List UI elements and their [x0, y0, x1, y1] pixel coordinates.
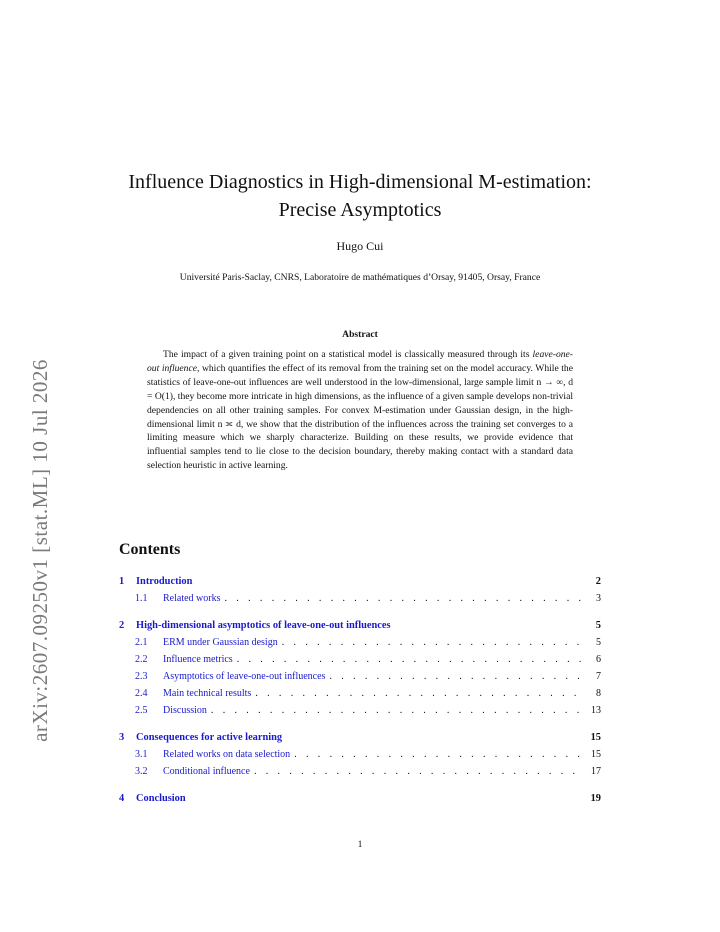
- toc-subsection-number[interactable]: 2.1: [135, 637, 148, 648]
- toc-subsection-number[interactable]: 2.3: [135, 671, 148, 682]
- toc-section-number[interactable]: 2: [119, 620, 125, 631]
- toc-leader-dots: [233, 654, 581, 665]
- toc-leader-dots: [278, 637, 581, 648]
- table-of-contents: [119, 573, 601, 807]
- toc-section-4[interactable]: [119, 790, 601, 807]
- toc-subsection-1-1[interactable]: [119, 590, 601, 607]
- page-number: 1: [357, 839, 363, 850]
- toc-subsection-2-1[interactable]: [119, 634, 601, 651]
- title-line-2: Precise Asymptotics: [278, 199, 442, 221]
- toc-section-number[interactable]: 1: [119, 576, 125, 587]
- abstract-text-part-1: The impact of a given training point on a statistical model is classically measured through its: [163, 349, 533, 360]
- arxiv-sidebar: [20, 340, 60, 760]
- abstract-emphasis: leave-one-out influence: [147, 349, 573, 374]
- toc-leader-dots: [290, 749, 581, 760]
- toc-subsection-title[interactable]: Influence metrics: [163, 654, 233, 665]
- toc-section-number[interactable]: 3: [119, 732, 125, 743]
- toc-section-title[interactable]: Introduction: [136, 576, 193, 587]
- toc-subsection-page: 5: [596, 637, 601, 648]
- toc-spacer: [119, 719, 601, 729]
- toc-leader-dots: [250, 766, 581, 777]
- toc-subsection-number[interactable]: 2.4: [135, 688, 148, 699]
- author-name: Hugo Cui: [336, 239, 384, 253]
- toc-section-page[interactable]: 15: [590, 732, 601, 743]
- toc-section-title[interactable]: Consequences for active learning: [136, 732, 283, 743]
- toc-subsection-number[interactable]: 1.1: [135, 593, 148, 604]
- toc-section-3[interactable]: [119, 729, 601, 746]
- toc-subsection-2-4[interactable]: [119, 685, 601, 702]
- title-line-1: Influence Diagnostics in High-dimensional M-estimation:: [128, 171, 592, 193]
- abstract-heading: Abstract: [342, 329, 378, 340]
- toc-subsection-2-5[interactable]: [119, 702, 601, 719]
- contents-heading: Contents: [119, 541, 181, 558]
- toc-subsection-page: 13: [591, 705, 601, 716]
- arxiv-identifier: arXiv:2607.09250v1 [stat.ML] 10 Jul 2026: [27, 358, 52, 742]
- toc-subsection-page: 8: [596, 688, 601, 699]
- toc-section-page[interactable]: 19: [590, 793, 601, 804]
- toc-section-title[interactable]: Conclusion: [136, 793, 186, 804]
- abstract-text-part-2: , which quantifies the effect of its removal from the training set on the model accuracy. While the statistics of leave-one-out influences are well understood in the low-dimensional, large sample limit n → ∞, d = O(1), they become more intricate in high dimensions, as the influence of a given sample develops non-trivial dependencies on all other training samples. For convex M-estimation under Gaussian design, in the high-dimensional limit n ≍ d, we show that the distribution of the influences across the training set converges to a limiting measure which we sharply characterize. Building on these results, we provide evidence that influential samples tend to lie close to the decision boundary, thereby making contact with a standard data selection heuristic in active learning.: [147, 362, 573, 472]
- toc-subsection-number[interactable]: 2.2: [135, 654, 148, 665]
- toc-subsection-page: 7: [596, 671, 601, 682]
- toc-leader-dots: [251, 688, 581, 699]
- toc-subsection-page: 3: [596, 593, 601, 604]
- abstract-body: [147, 348, 573, 473]
- author-affiliation: Université Paris-Saclay, CNRS, Laboratoire de mathématiques d’Orsay, 91405, Orsay, France: [179, 272, 541, 283]
- toc-subsection-page: 15: [591, 749, 601, 760]
- toc-leader-dots: [207, 705, 581, 716]
- toc-subsection-number[interactable]: 2.5: [135, 705, 148, 716]
- toc-section-2[interactable]: [119, 617, 601, 634]
- toc-leader-dots: [325, 671, 581, 682]
- toc-section-number[interactable]: 4: [119, 793, 125, 804]
- toc-leader-dots: [221, 593, 582, 604]
- toc-section-1[interactable]: [119, 573, 601, 590]
- toc-subsection-page: 6: [596, 654, 601, 665]
- toc-spacer: [119, 780, 601, 790]
- toc-subsection-number[interactable]: 3.1: [135, 749, 148, 760]
- toc-subsection-title[interactable]: Related works on data selection: [163, 749, 291, 760]
- toc-subsection-title[interactable]: Asymptotics of leave-one-out influences: [163, 671, 326, 682]
- toc-subsection-page: 17: [591, 766, 601, 777]
- toc-section-title[interactable]: High-dimensional asymptotics of leave-one-out influences: [136, 620, 391, 631]
- toc-subsection-title[interactable]: Discussion: [163, 705, 207, 716]
- toc-spacer: [119, 607, 601, 617]
- toc-subsection-3-1[interactable]: [119, 746, 601, 763]
- toc-section-page[interactable]: 5: [595, 620, 601, 631]
- paper-title: [0, 168, 720, 224]
- toc-subsection-title[interactable]: Related works: [163, 593, 221, 604]
- toc-subsection-title[interactable]: Conditional influence: [163, 766, 250, 777]
- toc-section-page[interactable]: 2: [595, 576, 601, 587]
- toc-subsection-3-2[interactable]: [119, 763, 601, 780]
- toc-subsection-title[interactable]: Main technical results: [163, 688, 252, 699]
- toc-subsection-number[interactable]: 3.2: [135, 766, 148, 777]
- toc-subsection-title[interactable]: ERM under Gaussian design: [163, 637, 278, 648]
- toc-subsection-2-3[interactable]: [119, 668, 601, 685]
- toc-subsection-2-2[interactable]: [119, 651, 601, 668]
